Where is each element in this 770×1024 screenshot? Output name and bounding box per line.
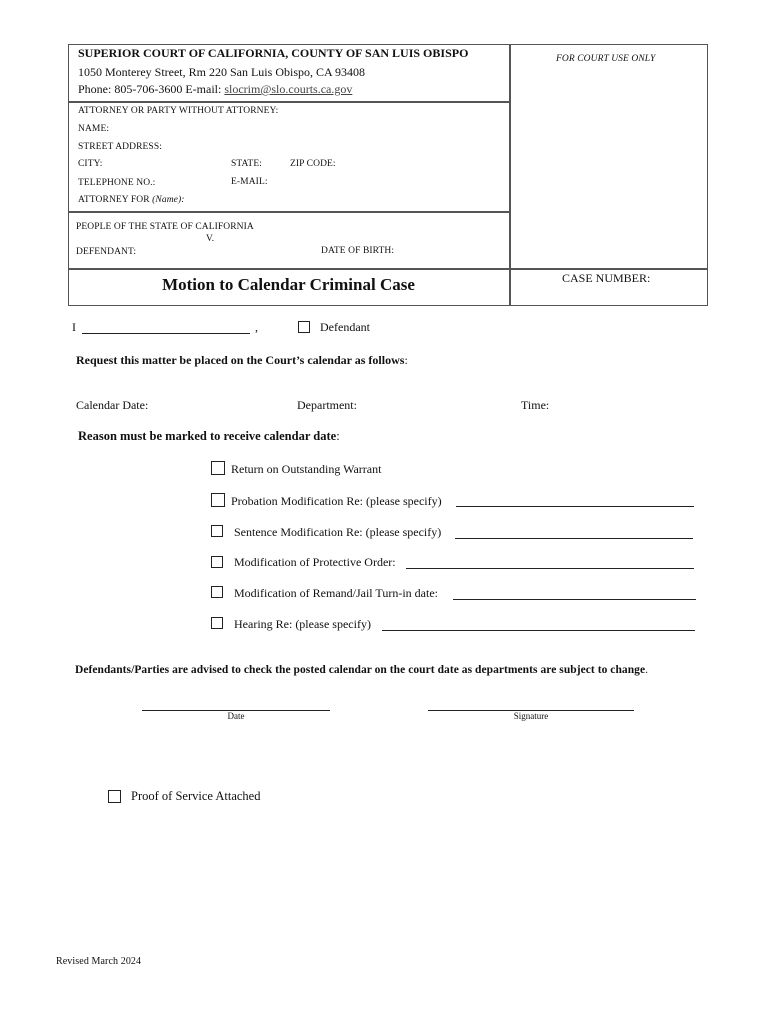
- date-line-label: Date: [227, 711, 245, 721]
- court-contact: [78, 82, 352, 97]
- form-title: Motion to Calendar Criminal Case: [162, 275, 415, 294]
- attorney-email-label: E-MAIL:: [231, 177, 268, 187]
- attorney-for-label: [78, 195, 185, 205]
- caption-rule-1: [68, 101, 509, 103]
- declarant-name-line[interactable]: [82, 333, 250, 334]
- reason-label-protective-order: Modification of Protective Order:: [234, 555, 396, 569]
- sentence-specify-line[interactable]: [455, 538, 693, 539]
- revised-date: Revised March 2024: [56, 956, 142, 967]
- hearing-specify-line[interactable]: [382, 630, 695, 631]
- defendant-label: DEFENDANT:: [76, 247, 137, 257]
- attorney-name-label: NAME:: [78, 124, 110, 134]
- defendant-checkbox[interactable]: [298, 321, 310, 333]
- attorney-street-label: STREET ADDRESS:: [78, 142, 162, 152]
- declarant-comma: ,: [255, 320, 258, 334]
- probation-specify-line[interactable]: [456, 506, 694, 507]
- request-heading: [76, 353, 408, 368]
- protective-order-line[interactable]: [406, 568, 694, 569]
- defendant-checkbox-label: Defendant: [320, 320, 370, 334]
- remand-date-line[interactable]: [453, 599, 696, 600]
- court-address: 1050 Monterey Street, Rm 220 San Luis Obispo, CA 93408: [78, 65, 365, 79]
- versus-label: V.: [206, 234, 215, 244]
- reason-checkbox-warrant[interactable]: [211, 461, 225, 475]
- reason-checkbox-hearing[interactable]: [211, 617, 223, 629]
- attorney-for-text: ATTORNEY FOR: [78, 195, 150, 205]
- reason-label-sentence: Sentence Modification Re: (please specify): [234, 525, 442, 539]
- advisory-notice: [75, 664, 648, 676]
- attorney-state-label: STATE:: [231, 159, 262, 169]
- time-label: Time:: [521, 398, 550, 412]
- attorney-city-label: CITY:: [78, 159, 103, 169]
- reason-label-probation: Probation Modification Re: (please specify): [231, 494, 442, 508]
- attorney-heading: ATTORNEY OR PARTY WITHOUT ATTORNEY:: [78, 106, 279, 116]
- case-number-label: CASE NUMBER:: [562, 271, 651, 285]
- reason-checkbox-remand[interactable]: [211, 586, 223, 598]
- people-label: PEOPLE OF THE STATE OF CALIFORNIA: [76, 222, 254, 232]
- caption-rule-2: [68, 211, 509, 213]
- reason-heading-text: Reason must be marked to receive calendar date: [78, 429, 337, 443]
- attorney-telephone-label: TELEPHONE NO.:: [78, 178, 156, 188]
- attorney-for-name-hint: (Name):: [152, 195, 185, 205]
- reason-label-hearing: Hearing Re: (please specify): [234, 617, 371, 631]
- court-name: SUPERIOR COURT OF CALIFORNIA, COUNTY OF SAN LUIS OBISPO: [78, 46, 469, 60]
- caption-divider: [509, 44, 511, 306]
- reason-checkbox-sentence[interactable]: [211, 525, 223, 537]
- reason-heading: [78, 429, 340, 444]
- signature-line-label: Signature: [513, 711, 549, 721]
- proof-of-service-label: Proof of Service Attached: [131, 789, 261, 803]
- proof-of-service-checkbox[interactable]: [108, 790, 121, 803]
- caption-rule-3: [68, 268, 708, 270]
- attorney-zip-label: ZIP CODE:: [290, 159, 336, 169]
- advisory-period: .: [645, 664, 649, 676]
- request-text: Request this matter be placed on the Court’s calendar as follows: [76, 353, 405, 367]
- court-use-only-label: FOR COURT USE ONLY: [556, 54, 656, 64]
- dob-label: DATE OF BIRTH:: [321, 246, 395, 256]
- court-email-link[interactable]: slocrim@slo.courts.ca.gov: [224, 82, 353, 96]
- declarant-i: I: [72, 320, 76, 334]
- department-label: Department:: [297, 398, 357, 412]
- court-phone: Phone: 805-706-3600 E-mail:: [78, 82, 225, 96]
- reason-colon: :: [336, 429, 340, 443]
- request-colon: :: [404, 353, 408, 367]
- calendar-date-label: Calendar Date:: [76, 398, 149, 412]
- reason-label-remand: Modification of Remand/Jail Turn-in date:: [234, 586, 438, 600]
- reason-label-warrant: Return on Outstanding Warrant: [231, 462, 382, 476]
- advisory-text: Defendants/Parties are advised to check the posted calendar on the court date as departments are subject to change: [75, 664, 646, 676]
- reason-checkbox-protective-order[interactable]: [211, 556, 223, 568]
- reason-checkbox-probation[interactable]: [211, 493, 225, 507]
